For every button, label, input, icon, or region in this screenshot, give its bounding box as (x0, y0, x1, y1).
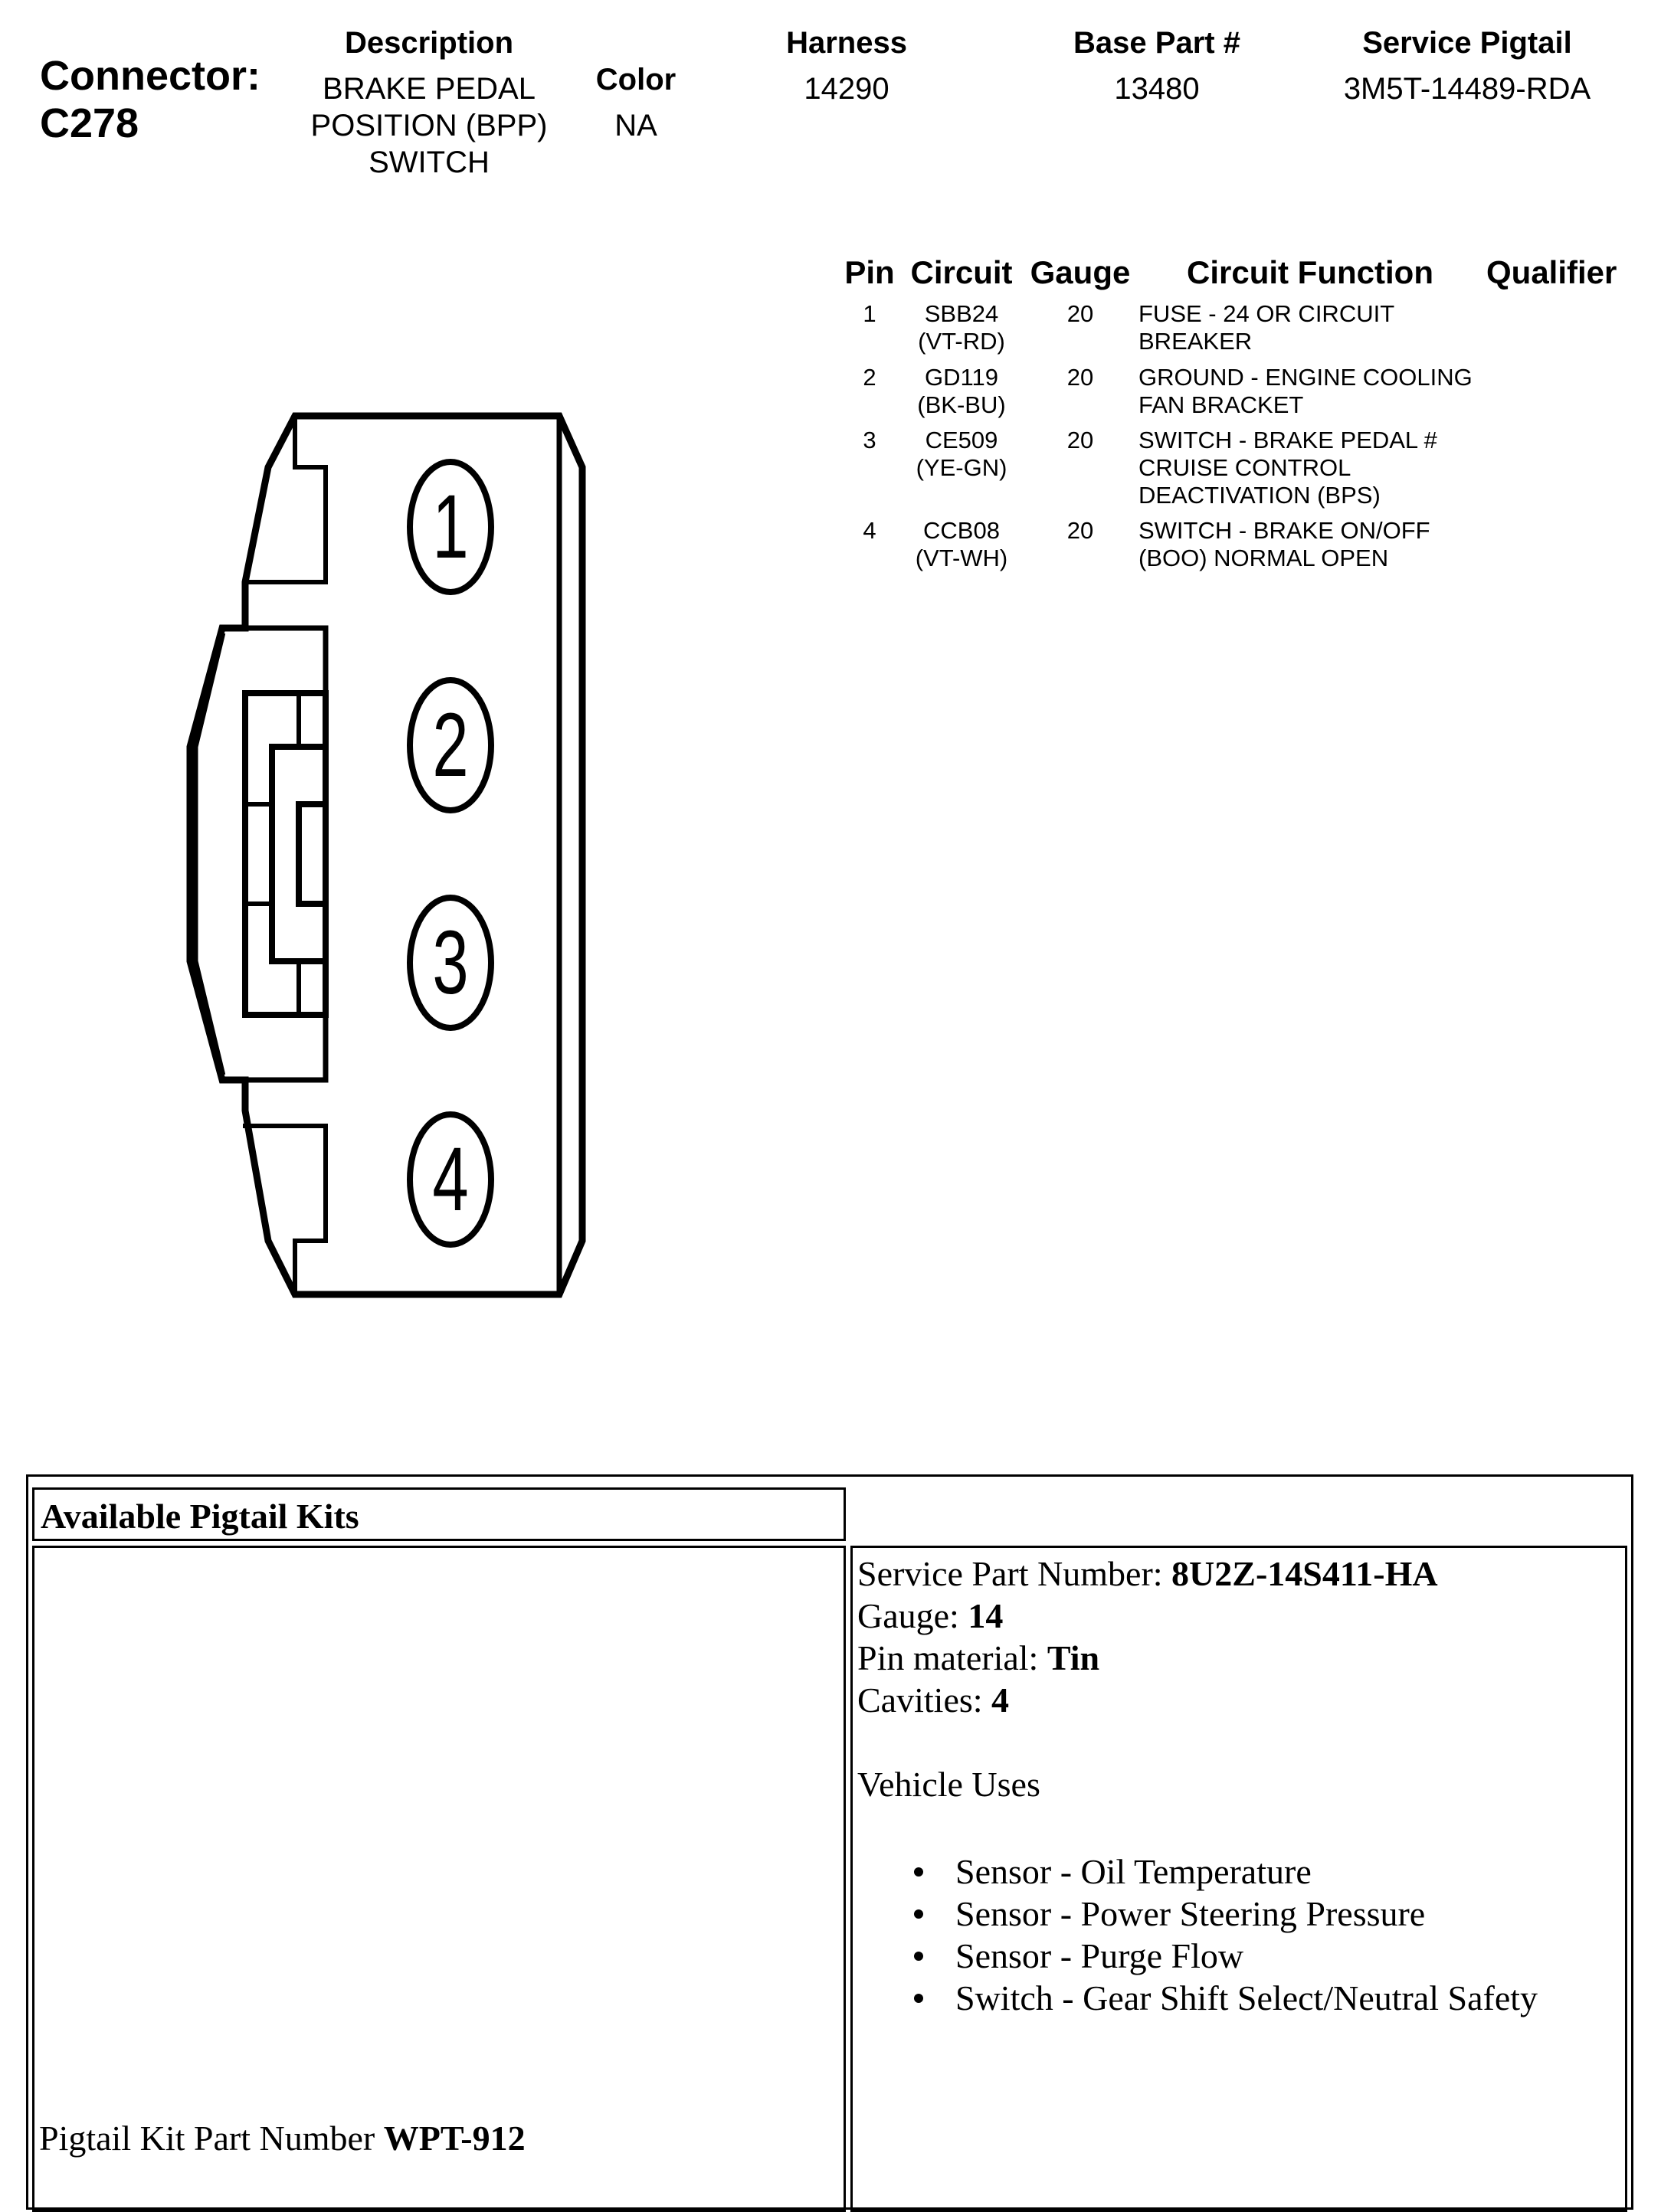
key-inner-rect (299, 804, 326, 904)
gauge-label: Gauge: (857, 1596, 968, 1635)
cavities-value: 4 (991, 1680, 1010, 1720)
pin-number: 3 (863, 427, 876, 453)
circuit-id: CCB08 (923, 517, 1000, 544)
service-part-label: Service Part Number: (857, 1554, 1172, 1593)
circuit-id: GD119 (925, 364, 998, 391)
pin-number: 1 (863, 300, 876, 327)
pin-material-value: Tin (1047, 1638, 1100, 1677)
description-label: Description (344, 26, 514, 60)
pin-number: 4 (863, 517, 876, 544)
kit-part-number (39, 2117, 526, 2159)
function-line: CRUISE CONTROL (1138, 454, 1351, 481)
cavity-label: 2 (432, 694, 469, 796)
function-line: SWITCH - BRAKE ON/OFF (1138, 517, 1430, 544)
function-line: BREAKER (1138, 328, 1253, 355)
base-part-label: Base Part # (1073, 26, 1240, 60)
connector-label: Connector: (40, 53, 260, 99)
kit-part-value: WPT-912 (383, 2119, 526, 2158)
gauge-cell: 20 (1066, 364, 1094, 391)
service-part-line (857, 1553, 1538, 1595)
gauge-column-header: Gauge (1030, 254, 1131, 290)
function-line: FAN BRACKET (1138, 391, 1304, 418)
gauge-cell: 20 (1066, 300, 1094, 327)
description-line: POSITION (BPP) (310, 109, 548, 142)
gauge-value: 14 (968, 1596, 1004, 1635)
list-item: Switch - Gear Shift Select/Neutral Safety (914, 1977, 1538, 2019)
description-line: BRAKE PEDAL (323, 72, 536, 106)
cavity-label: 3 (432, 911, 469, 1013)
harness-label: Harness (786, 26, 907, 60)
circuit-color: (YE-GN) (916, 454, 1007, 481)
function-line: (BOO) NORMAL OPEN (1138, 545, 1389, 571)
list-item: Sensor - Power Steering Pressure (914, 1893, 1538, 1935)
circuit-column-header: Circuit (910, 254, 1013, 290)
vehicle-uses-label: Vehicle Uses (857, 1765, 1040, 1804)
pigtail-details (857, 1553, 1538, 2019)
circuit-id: SBB24 (924, 300, 999, 327)
pigtail-heading: Available Pigtail Kits (41, 1497, 359, 1536)
circuit-color: (BK-BU) (917, 391, 1006, 418)
cavity-label: 4 (432, 1128, 469, 1230)
circuit-function-column-header: Circuit Function (1187, 254, 1433, 290)
function-line: FUSE - 24 OR CIRCUIT (1138, 300, 1395, 327)
service-part-value: 8U2Z-14S411-HA (1171, 1554, 1438, 1593)
pigtail-heading-cell (32, 1487, 846, 1541)
pin-material-line (857, 1637, 1538, 1679)
gauge-cell: 20 (1066, 427, 1094, 453)
cavity-label: 1 (432, 476, 469, 578)
function-line: GROUND - ENGINE COOLING (1138, 364, 1473, 391)
harness-value: 14290 (804, 72, 889, 106)
color-label: Color (595, 63, 677, 97)
pigtail-image-cell (32, 1546, 846, 2212)
pigtail-details-cell (850, 1546, 1627, 2212)
vehicle-uses-list (914, 1850, 1538, 2019)
qualifier-column-header: Qualifier (1486, 254, 1617, 290)
pin-number: 2 (863, 364, 876, 391)
pin-column-header: Pin (844, 254, 895, 290)
connector-outline (190, 416, 582, 1294)
circuit-color: (VT-WH) (915, 545, 1008, 571)
list-item: Sensor - Oil Temperature (914, 1850, 1538, 1893)
circuit-id: CE509 (925, 427, 998, 453)
function-line: SWITCH - BRAKE PEDAL # (1138, 427, 1437, 453)
service-pigtail-label: Service Pigtail (1362, 26, 1572, 60)
function-line: DEACTIVATION (BPS) (1138, 482, 1381, 509)
pin-material-label: Pin material: (857, 1638, 1047, 1677)
gauge-line (857, 1595, 1538, 1637)
description-line: SWITCH (369, 146, 490, 179)
service-pigtail-value: 3M5T-14489-RDA (1343, 72, 1591, 106)
cavities-label: Cavities: (857, 1680, 992, 1720)
circuit-color: (VT-RD) (918, 328, 1005, 355)
base-part-value: 13480 (1114, 72, 1200, 106)
kit-part-label: Pigtail Kit Part Number (39, 2119, 384, 2158)
key-outer-rect (245, 693, 326, 1015)
gauge-cell: 20 (1066, 517, 1094, 544)
color-value: NA (614, 109, 657, 142)
connector-id: C278 (40, 100, 139, 146)
list-item: Sensor - Purge Flow (914, 1935, 1538, 1977)
cavities-line (857, 1679, 1538, 1721)
